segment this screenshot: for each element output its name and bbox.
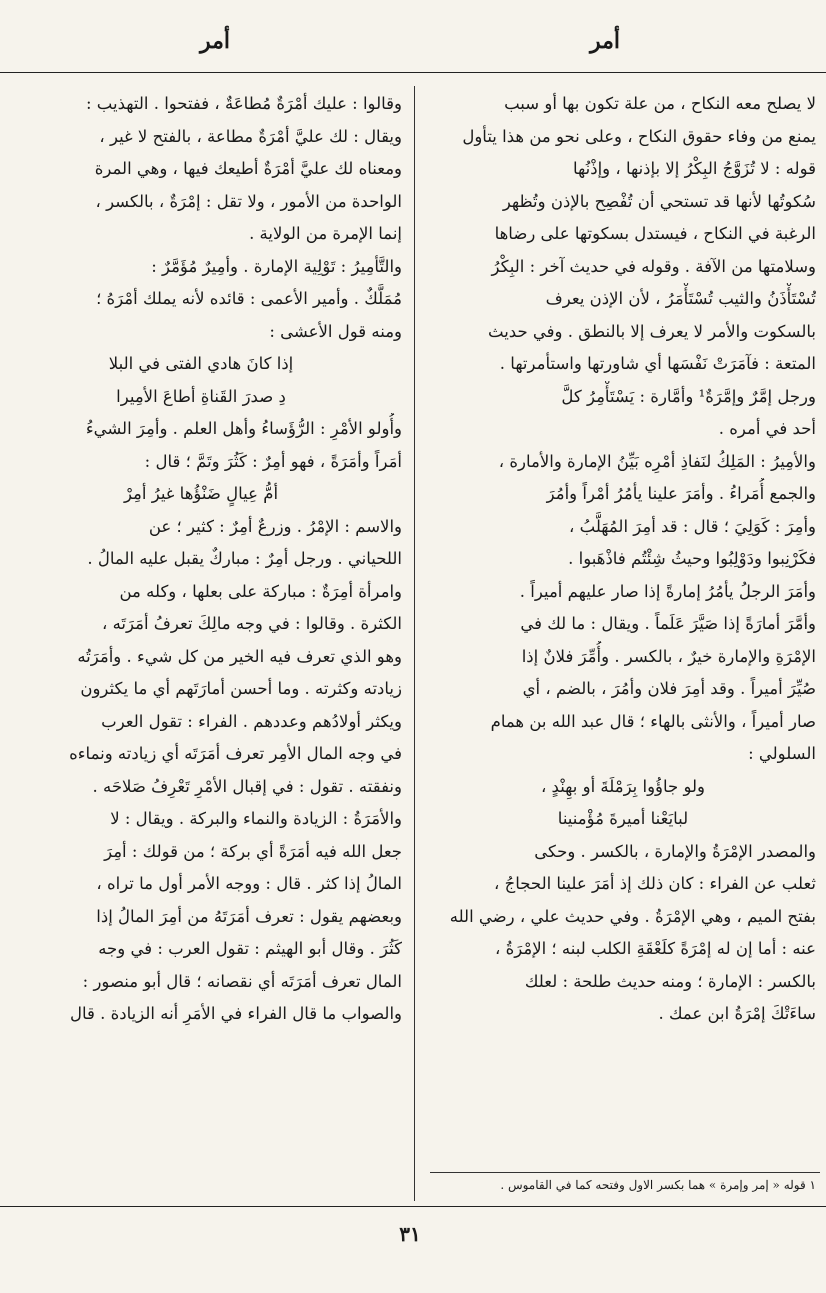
text-line: عنه : أما إن له إمْرَةً كلَعْقَةِ الكلب لبنه ؛ الإمْرَةُ ،	[495, 939, 816, 958]
text-line: ساءَتْكَ إمْرَةُ ابن عمك .	[658, 1004, 816, 1023]
text-line: وسلامتها من الآفة . وقوله في حديث آخر : البِكْرُ	[491, 256, 816, 276]
text-line: صار أميراً ، والأنثى بالهاء ؛ قال عبد الله بن همام	[490, 711, 816, 731]
text-line: أمَراً وأمَرَةً ، فهو أمِرٌ : كَثُرَ وتَمَّ ؛ قال :	[144, 451, 402, 471]
text-line: الإمْرَةِ والإمارة خيرٌ ، بالكسر . وأُمِّرَ فلانٌ إذا	[521, 646, 816, 666]
text-line: ونفقته . تقول : في إقبال الأمْرِ تَعْرِفُ صَلاحَه .	[92, 776, 402, 796]
text-line: اللحياني . ورجل أمِرٌ : مباركٌ يقبل عليه المالُ .	[87, 549, 402, 568]
footnote: ١ قوله « إمر وإمرة » هما بكسر الاول وفتحه كما في القاموس .	[500, 1178, 816, 1192]
text-line: كَثُرَ . وقال أبو الهيثم : تقول العرب : في وجه	[98, 939, 402, 958]
text-line: إنما الإمرة من الولاية .	[249, 224, 402, 243]
text-line: لا يصلح معه النكاح ، من علة تكون بها أو سبب	[504, 94, 816, 113]
text-line: ومعناه لك عليَّ أمْرَةٌ أطيعك فيها ، وهي المرة	[94, 159, 402, 178]
text-line: وأمَرَ الرجلُ يأمُرُ إمارةً إذا صار عليهم أميراً .	[519, 581, 816, 601]
text-line: وأُولو الأمْرِ : الرُّؤَساءُ وأهل العلم . وأمِرَ الشيءُ	[85, 419, 402, 438]
text-line: بالكسر : الإمارة ؛ ومنه حديث طلحة : لعلك	[524, 971, 816, 991]
left-column	[0, 88, 402, 1198]
text-line: والاسم : الإمْرُ . وزرعٌ أمِرٌ : كثير ؛ عن	[148, 516, 402, 536]
text-line: ثعلب عن الفراء : كان ذلك إذ أمَرَ علينا الحجاجُ ،	[494, 874, 816, 893]
text-line: السلولي :	[748, 744, 816, 763]
text-line: والأمَرَةُ : الزيادة والنماء والبركة . ويقال : لا	[110, 809, 402, 828]
verse-line: إذا كانَ هادي الفتى في البلا	[108, 354, 294, 373]
text-line: يمنع من وفاء حقوق النكاح ، وعلى نحو من هذا يتأول	[462, 126, 816, 146]
text-line: وهو الذي تعرف فيه الخير من كل شيء . وأمَرَتُه	[77, 646, 402, 666]
text-line: ورجل إمَّرٌ وإمَّرَةٌ¹ وأمَّارة : يَسْتَأْمِرُ كلَّ	[561, 386, 816, 406]
text-line: تُسْتَأْذَنُ والثيب تُسْتَأْمَرُ ، لأن الإذن يعرف	[545, 289, 816, 308]
page-number: ٣١	[399, 1222, 421, 1246]
text-line: وبعضهم يقول : تعرف أمَرَتَهُ من أمِرَ المالُ إذا	[96, 906, 402, 926]
text-line: قوله : لا تُزَوَّجُ البِكْرُ إلا بإذنها ، وإذْنُها	[573, 159, 816, 178]
text-line: زيادته وكثرته . وما أحسن أمارَتَهم أي ما يكثرون	[80, 679, 402, 698]
text-line: في وجه المال الأمِر تعرف أمَرَتَه أي زيادته ونماءه	[69, 744, 402, 763]
text-line: وقالوا : عليك أمْرَةٌ مُطاعَةٌ ، ففتحوا . التهذيب :	[86, 94, 402, 113]
text-line: أحد في أمره .	[718, 419, 816, 438]
text-line: ويكثر أولادُهم وعددهم . الفراء : تقول العرب	[101, 711, 402, 731]
right-column	[430, 88, 816, 1168]
header-entry-word-left: أمر	[200, 28, 231, 54]
text-line: والجمع أُمَراءُ . وأمَرَ علينا يأمُرُ أمْراً وأمُرَ	[546, 484, 816, 503]
footer-rule	[0, 1206, 826, 1207]
header-entry-word-right: أمر	[590, 28, 621, 54]
text-line: الرغبة في النكاح ، فيستدل بسكوتها على رضاها	[494, 224, 816, 243]
text-line: الواحدة من الأمور ، ولا تقل : إمْرَةٌ ، بالكسر ،	[95, 191, 402, 211]
text-line: والأمِيرُ : المَلِكُ لنَفاذِ أمْرِه بَيِّنُ الإمارة والأمارة ،	[498, 451, 816, 471]
text-line: المال تعرف أمَرَتَه أي نقصانه ؛ قال أبو منصور :	[82, 971, 402, 991]
header-rule	[0, 72, 826, 73]
text-line: المالُ إذا كثر . قال : ووجه الأمر أول ما تراه ،	[96, 874, 402, 893]
text-line: وأمِرَ : كَوَلِيَ ؛ قال : قد أمِرَ المُهَلَّبُ ،	[569, 516, 816, 536]
text-line: المتعة : فآمَرَتْ نَفْسَها أي شاورتها واستأمرتها .	[499, 354, 816, 373]
text-line: بالسكوت والأمر لا يعرف إلا بالنطق . وفي حديث	[488, 321, 816, 341]
footnote-rule	[430, 1172, 820, 1173]
text-line: والمصدر الإمْرَةُ والإمارة ، بالكسر . وحكى	[534, 841, 816, 861]
text-line: سُكوتُها لأنها قد تستحي أن تُفْصِح بالإذن وتُظهر	[502, 191, 816, 211]
verse-line: أمُّ عِيالٍ ضَنْؤُها غيرُ أمِرْ	[123, 484, 279, 503]
verse-line: لبايَعْنا أميرةَ مُؤْمنينا	[557, 809, 689, 828]
column-divider	[414, 86, 415, 1201]
text-line: والتَّأمِيرُ : تَوْلِية الإمارة . وأمِيرٌ مُؤَمَّرٌ :	[151, 256, 402, 276]
text-line: وأمَّرَ أمارَةً إذا صَيَّرَ عَلَماً . ويقال : ما لك في	[520, 614, 816, 633]
text-line: جعل الله فيه أمَرَةً أي بركة ؛ من قولك : أمِرَ	[104, 841, 402, 861]
verse-line: دِ صدرَ القَناةِ أطاعَ الأمِيرا	[116, 386, 286, 406]
text-line: وامرأة أمِرَةٌ : مباركة على بعلها ، وكله من	[119, 581, 402, 601]
verse-line: ولو جاؤُوا بِرَمْلَةَ أو بهِنْدٍ ،	[540, 776, 706, 796]
text-line: والصواب ما قال الفراء في الأمَرِ أنه الزيادة . قال	[70, 1004, 402, 1023]
text-line: الكثرة . وقالوا : في وجه مالِكَ تعرفُ أمَرَتَه ،	[102, 614, 402, 633]
text-line: بفتح الميم ، وهي الإمْرَةُ . وفي حديث علي ، رضي الله	[449, 906, 816, 926]
text-line: ومنه قول الأعشى :	[269, 321, 402, 341]
text-line: فكَرْنِبوا ودَوْلِبُوا وحيثُ شِئْتُم فاذْهَبوا .	[568, 549, 816, 568]
text-line: مُمَلَّكٌ . وأمير الأعمى : قائده لأنه يملك أمْرَهُ ؛	[96, 289, 402, 308]
text-line: صُيِّرَ أميراً . وقد أمِرَ فلان وأمُرَ ، بالضم ، أي	[522, 679, 816, 698]
text-line: ويقال : لك عليَّ أمْرَةٌ مطاعة ، بالفتح لا غير ،	[99, 126, 402, 146]
